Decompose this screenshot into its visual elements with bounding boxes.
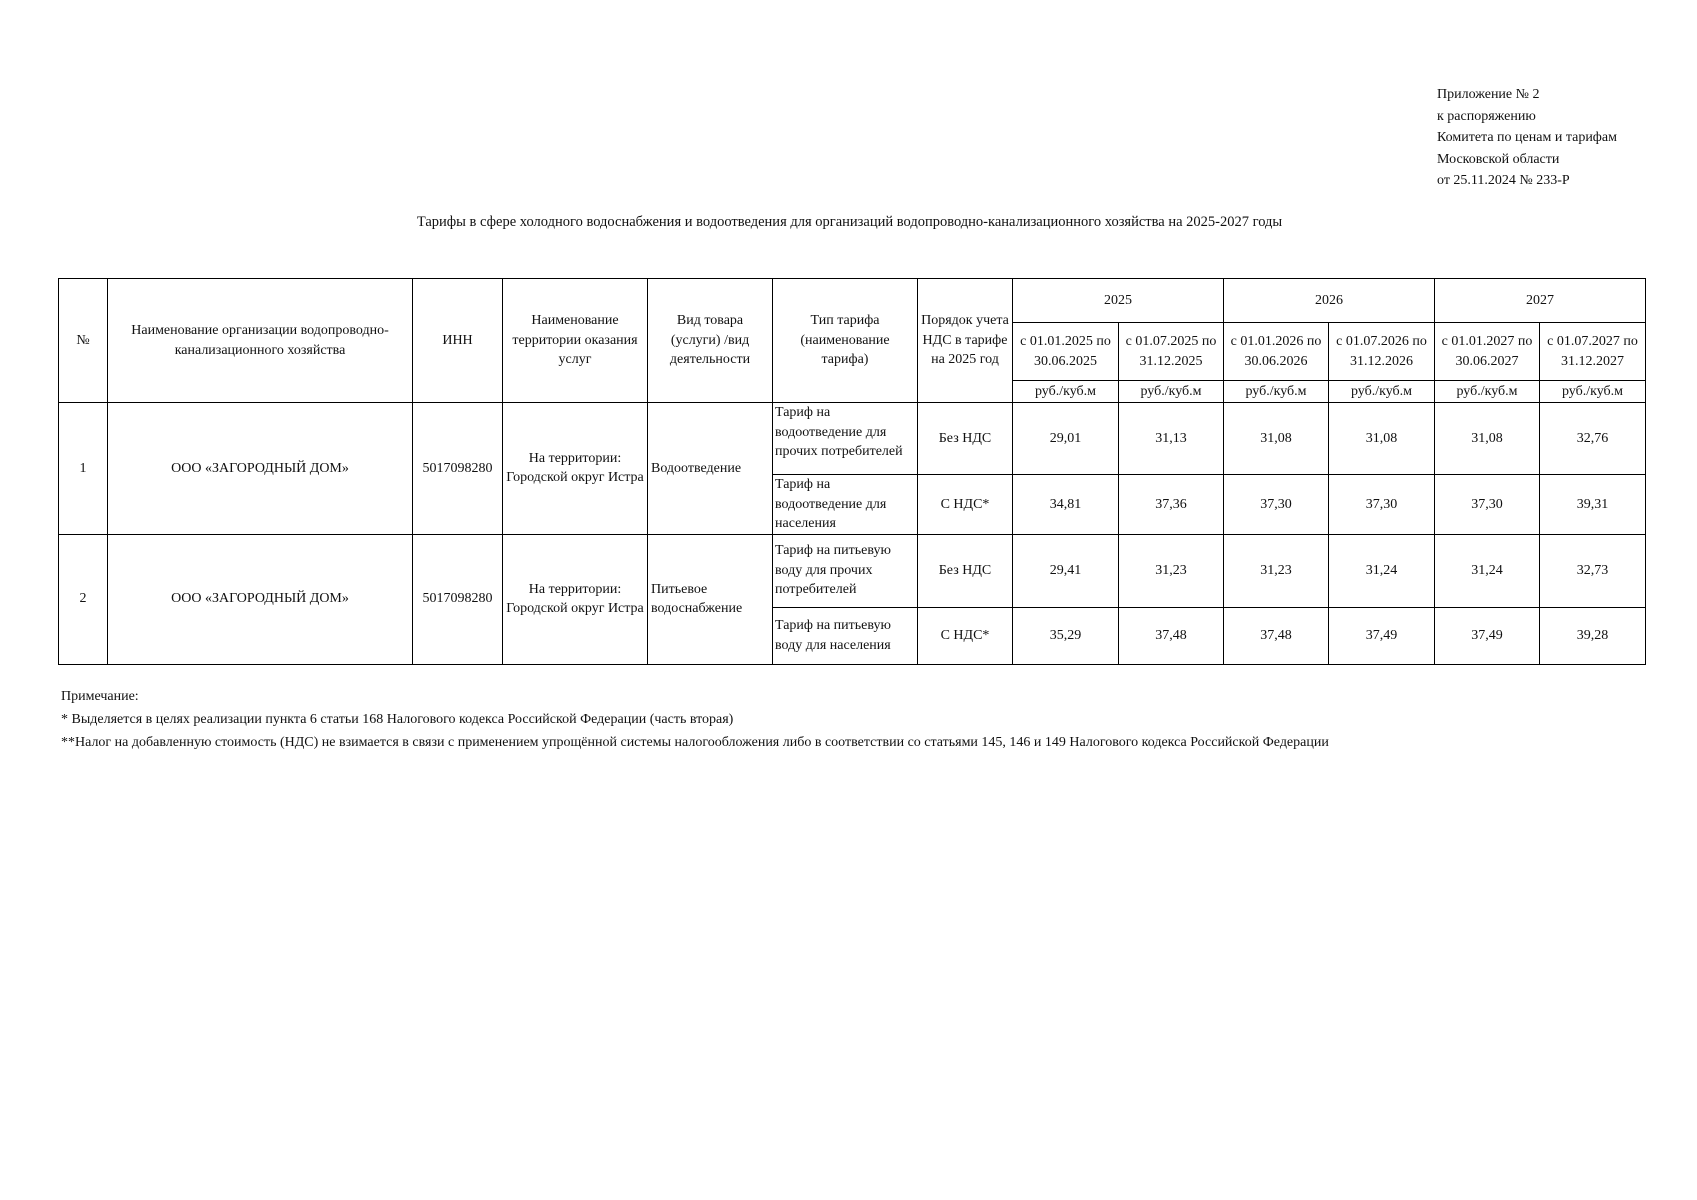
tariffs-table — [58, 278, 1646, 665]
row-value: 37,49 — [1435, 607, 1540, 664]
header-inn: ИНН — [413, 279, 503, 403]
header-period: с 01.07.2025 по 31.12.2025 — [1119, 323, 1224, 381]
row-inn: 5017098280 — [413, 403, 503, 535]
row-value: 37,30 — [1329, 475, 1435, 535]
row-territory: На территории: Городской округ Истра — [503, 403, 648, 535]
table-row — [59, 534, 1646, 607]
row-tariff-type: Тариф на водоотведение для населения — [773, 475, 918, 535]
row-value: 37,36 — [1119, 475, 1224, 535]
row-value: 29,41 — [1013, 534, 1119, 607]
row-value: 37,48 — [1224, 607, 1329, 664]
table-row — [59, 403, 1646, 475]
row-value: 31,08 — [1435, 403, 1540, 475]
row-value: 31,08 — [1329, 403, 1435, 475]
row-inn: 5017098280 — [413, 534, 503, 664]
row-vat: Без НДС — [918, 534, 1013, 607]
appendix-line: к распоряжению — [1437, 108, 1536, 124]
row-value: 31,13 — [1119, 403, 1224, 475]
notes-block — [61, 685, 1329, 754]
row-value: 34,81 — [1013, 475, 1119, 535]
row-value: 37,30 — [1435, 475, 1540, 535]
row-value: 31,23 — [1224, 534, 1329, 607]
header-period: с 01.01.2026 по 30.06.2026 — [1224, 323, 1329, 381]
row-tariff-type: Тариф на водоотведение для прочих потребителей — [773, 403, 918, 475]
header-unit: руб./куб.м — [1540, 381, 1646, 403]
header-unit: руб./куб.м — [1119, 381, 1224, 403]
row-value: 39,31 — [1540, 475, 1646, 535]
row-vat: С НДС* — [918, 475, 1013, 535]
appendix-line: от 25.11.2024 № 233-Р — [1437, 173, 1570, 188]
row-value: 31,23 — [1119, 534, 1224, 607]
row-vat: С НДС* — [918, 607, 1013, 664]
row-service: Водоотведение — [648, 403, 773, 535]
row-value: 31,24 — [1329, 534, 1435, 607]
appendix-line: Московской области — [1437, 151, 1560, 167]
header-territory: Наименование территории оказания услуг — [503, 279, 648, 403]
row-vat: Без НДС — [918, 403, 1013, 475]
row-value: 37,49 — [1329, 607, 1435, 664]
row-value: 37,30 — [1224, 475, 1329, 535]
note-vat-allocated: * Выделяется в целях реализации пункта 6 статьи 168 Налогового кодекса Российской Федерации (часть вторая) — [61, 712, 734, 727]
header-unit: руб./куб.м — [1224, 381, 1329, 403]
row-num: 1 — [59, 403, 108, 535]
header-num: № — [59, 279, 108, 403]
row-value: 37,48 — [1119, 607, 1224, 664]
row-tariff-type: Тариф на питьевую воду для прочих потребителей — [773, 534, 918, 607]
row-num: 2 — [59, 534, 108, 664]
row-value: 39,28 — [1540, 607, 1646, 664]
row-org-name: ООО «ЗАГОРОДНЫЙ ДОМ» — [108, 403, 413, 535]
header-tariff-type: Тип тарифа (наименование тарифа) — [773, 279, 918, 403]
row-service: Питьевое водоснабжение — [648, 534, 773, 664]
appendix-line: Приложение № 2 — [1437, 87, 1540, 102]
row-value: 29,01 — [1013, 403, 1119, 475]
appendix-line: Комитета по ценам и тарифам — [1437, 130, 1617, 145]
row-value: 32,76 — [1540, 403, 1646, 475]
header-year: 2025 — [1013, 279, 1224, 323]
header-year: 2027 — [1435, 279, 1646, 323]
notes-heading: Примечание: — [61, 689, 139, 704]
row-value: 31,08 — [1224, 403, 1329, 475]
header-org-name: Наименование организации водопроводно-канализационного хозяйства — [108, 279, 413, 403]
header-period: с 01.07.2027 по 31.12.2027 — [1540, 323, 1646, 381]
header-unit: руб./куб.м — [1435, 381, 1540, 403]
header-period: с 01.01.2025 по 30.06.2025 — [1013, 323, 1119, 381]
header-unit: руб./куб.м — [1329, 381, 1435, 403]
header-row-years — [59, 279, 1646, 323]
row-territory: На территории: Городской округ Истра — [503, 534, 648, 664]
row-value: 35,29 — [1013, 607, 1119, 664]
document-title: Тарифы в сфере холодного водоснабжения и водоотведения для организаций водопроводно-канализационного хозяйства на 2025-2027 годы — [416, 214, 1283, 230]
note-vat-exempt: **Налог на добавленную стоимость (НДС) не взимается в связи с применением упрощённой системы налогообложения либо в соответствии со статьями 145, 146 и 149 Налогового кодекса Российской Федерации — [61, 735, 1329, 750]
header-service: Вид товара (услуги) /вид деятельности — [648, 279, 773, 403]
header-vat: Порядок учета НДС в тарифе на 2025 год — [918, 279, 1013, 403]
row-tariff-type: Тариф на питьевую воду для населения — [773, 607, 918, 664]
appendix-block — [1437, 84, 1617, 192]
row-value: 32,73 — [1540, 534, 1646, 607]
row-value: 31,24 — [1435, 534, 1540, 607]
header-period: с 01.07.2026 по 31.12.2026 — [1329, 323, 1435, 381]
row-org-name: ООО «ЗАГОРОДНЫЙ ДОМ» — [108, 534, 413, 664]
header-period: с 01.01.2027 по 30.06.2027 — [1435, 323, 1540, 381]
header-year: 2026 — [1224, 279, 1435, 323]
header-unit: руб./куб.м — [1013, 381, 1119, 403]
